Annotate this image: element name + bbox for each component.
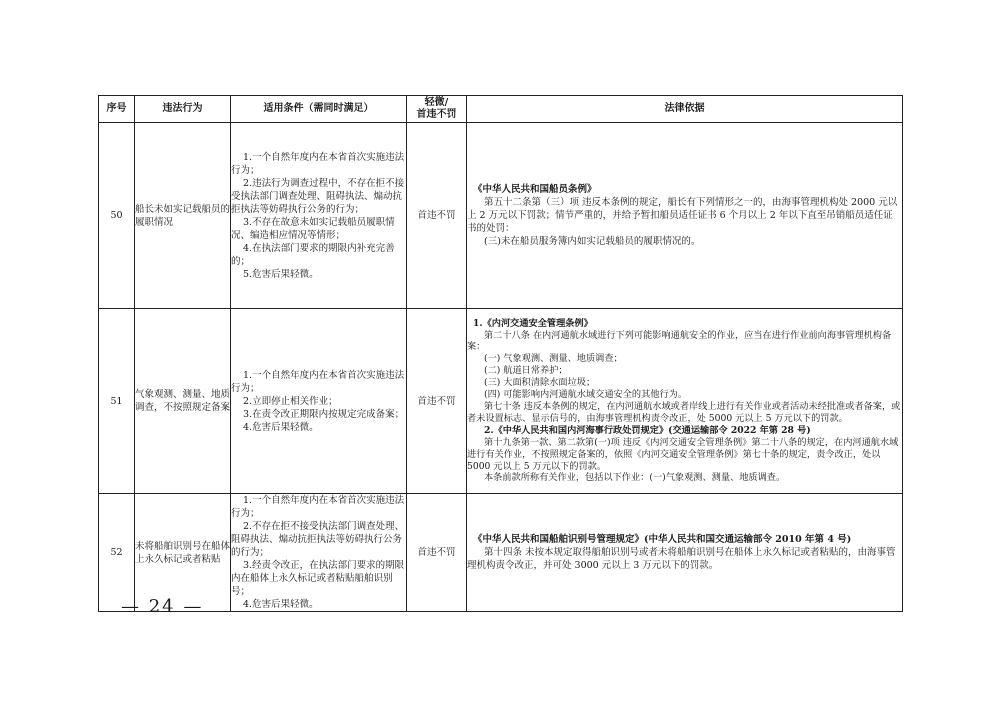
law-text: (三) 大面积清除水面垃圾； bbox=[484, 377, 596, 389]
law-text: (一) 气象观测、测量、地质调查； bbox=[484, 353, 623, 365]
row-mild: 首违不罚 bbox=[407, 123, 467, 309]
header-mild-line1: 轻微/ bbox=[424, 97, 449, 108]
law-text: 本条前款所称有关作业，包括以下作业：(一)气象观测、测量、地质调查。 bbox=[484, 472, 786, 484]
cond-item: 5.危害后果轻微。 bbox=[243, 268, 319, 280]
law-title: 《中华人民共和国船员条例》 bbox=[473, 184, 597, 195]
cond-item: 4.危害后果轻微。 bbox=[243, 421, 319, 433]
law-title: 1.《内河交通安全管理条例》 bbox=[473, 317, 593, 329]
cond-item: 1.一个自然年度内在本省首次实施违法行为； bbox=[231, 495, 405, 519]
row-law bbox=[467, 494, 903, 612]
law-text: 第五十二条第（三）项 违反本条例的规定，船长有下列情形之一的，由海事管理机构处 2000 元以上 2 万元以下罚款；情节严重的，并给予暂扣船员适任证书 6 个月以上 2 年以下直至吊销船员适任证书的处罚： bbox=[467, 197, 898, 234]
cond-item: 2.不存在拒不接受执法部门调查处理、阻碍执法、煽动抗拒执法等妨碍执行公务的行为； bbox=[231, 521, 405, 558]
law-text: 第七十条 违反本条例的规定，在内河通航水域或者岸线上进行有关作业或者活动未经批准或者备案，或者未设置标志、显示信号的，由海事管理机构责令改正，处 5000 元以上 5 万元以下的罚款。 bbox=[467, 401, 901, 424]
row-cond bbox=[231, 494, 407, 612]
cond-item: 2.违法行为调查过程中，不存在拒不接受执法部门调查处理、阻碍执法、煽动抗拒执法等妨碍执行公务的行为； bbox=[231, 177, 405, 215]
row-law bbox=[467, 123, 903, 309]
cond-item: 3.在责令改正期限内按规定完成备案； bbox=[243, 408, 405, 420]
cond-item: 3.不存在故意未如实记载船员履职情况、编造相应情况等情形； bbox=[231, 216, 395, 241]
row-act: 船长未如实记载船员的履职情况 bbox=[135, 123, 231, 309]
law-text: (四) 可能影响内河通航水域交通安全的其他行为。 bbox=[484, 389, 688, 401]
row-num: 52 bbox=[99, 494, 135, 612]
table-row bbox=[99, 494, 903, 612]
cond-item: 4.在执法部门要求的期限内补充完善的； bbox=[231, 242, 395, 267]
row-num: 51 bbox=[99, 309, 135, 494]
header-cond: 适用条件（需同时满足） bbox=[231, 96, 407, 123]
row-act: 气象观测、测量、地质调查，不按照规定备案 bbox=[135, 309, 231, 494]
cond-item: 3.经责令改正，在执法部门要求的期限内在船体上永久标记或者粘贴船舶识别号； bbox=[231, 560, 405, 597]
cond-item: 2.立即停止相关作业； bbox=[243, 395, 338, 407]
row-cond bbox=[231, 123, 407, 309]
header-mild-line2: 首违不罚 bbox=[416, 109, 457, 120]
law-title: 《中华人民共和国船舶识别号管理规定》(中华人民共和国交通运输部令 2010 年第 4 号) bbox=[473, 534, 852, 545]
header-act: 违法行为 bbox=[135, 96, 231, 123]
header-num: 序号 bbox=[99, 96, 135, 123]
law-text: (三)未在船员服务簿内如实记载船员的履职情况的。 bbox=[484, 236, 701, 247]
header-law: 法律依据 bbox=[467, 96, 903, 123]
law-text: 第二十八条 在内河通航水域进行下列可能影响通航安全的作业，应当在进行作业前向海事管理机构备案： bbox=[467, 329, 892, 353]
row-mild: 首违不罚 bbox=[407, 494, 467, 612]
row-law bbox=[467, 309, 903, 494]
page-number: — 24 — bbox=[121, 596, 204, 617]
penalty-table bbox=[98, 95, 903, 612]
row-mild: 首违不罚 bbox=[407, 309, 467, 494]
law-text: (二) 航道日常养护； bbox=[484, 365, 568, 377]
table-header-row bbox=[99, 96, 903, 123]
law-text: 第十四条 未按本规定取得船舶识别号或者未将船舶识别号在船体上永久标记或者粘贴的，由海事管理机构责令改正，并可处 3000 元以上 3 万元以下的罚款。 bbox=[467, 547, 896, 571]
header-mild bbox=[407, 96, 467, 123]
table-row bbox=[99, 123, 903, 309]
row-cond bbox=[231, 309, 407, 494]
table-row bbox=[99, 309, 903, 494]
cond-item: 4.危害后果轻微。 bbox=[243, 599, 319, 610]
row-act: 未将船舶识别号在船体上永久标记或者粘贴 bbox=[135, 494, 231, 612]
law-text: 第十九条第一款、第二款第(一)项 违反《内河交通安全管理条例》第二十八条的规定，在内河通航水域进行有关作业，不按照规定备案的，依照《内河交通安全管理条例》第七十条的规定，责令改正，处以 5000 元以上 5 万元以下的罚款。 bbox=[467, 436, 899, 472]
cond-item: 1.一个自然年度内在本省首次实施违法行为； bbox=[231, 369, 405, 394]
row-num: 50 bbox=[99, 123, 135, 309]
cond-item: 1.一个自然年度内在本省首次实施违法行为； bbox=[231, 151, 405, 176]
law-title: 2.《中华人民共和国内河海事行政处罚规定》(交通运输部令 2022 年第 28 号) bbox=[484, 424, 811, 436]
